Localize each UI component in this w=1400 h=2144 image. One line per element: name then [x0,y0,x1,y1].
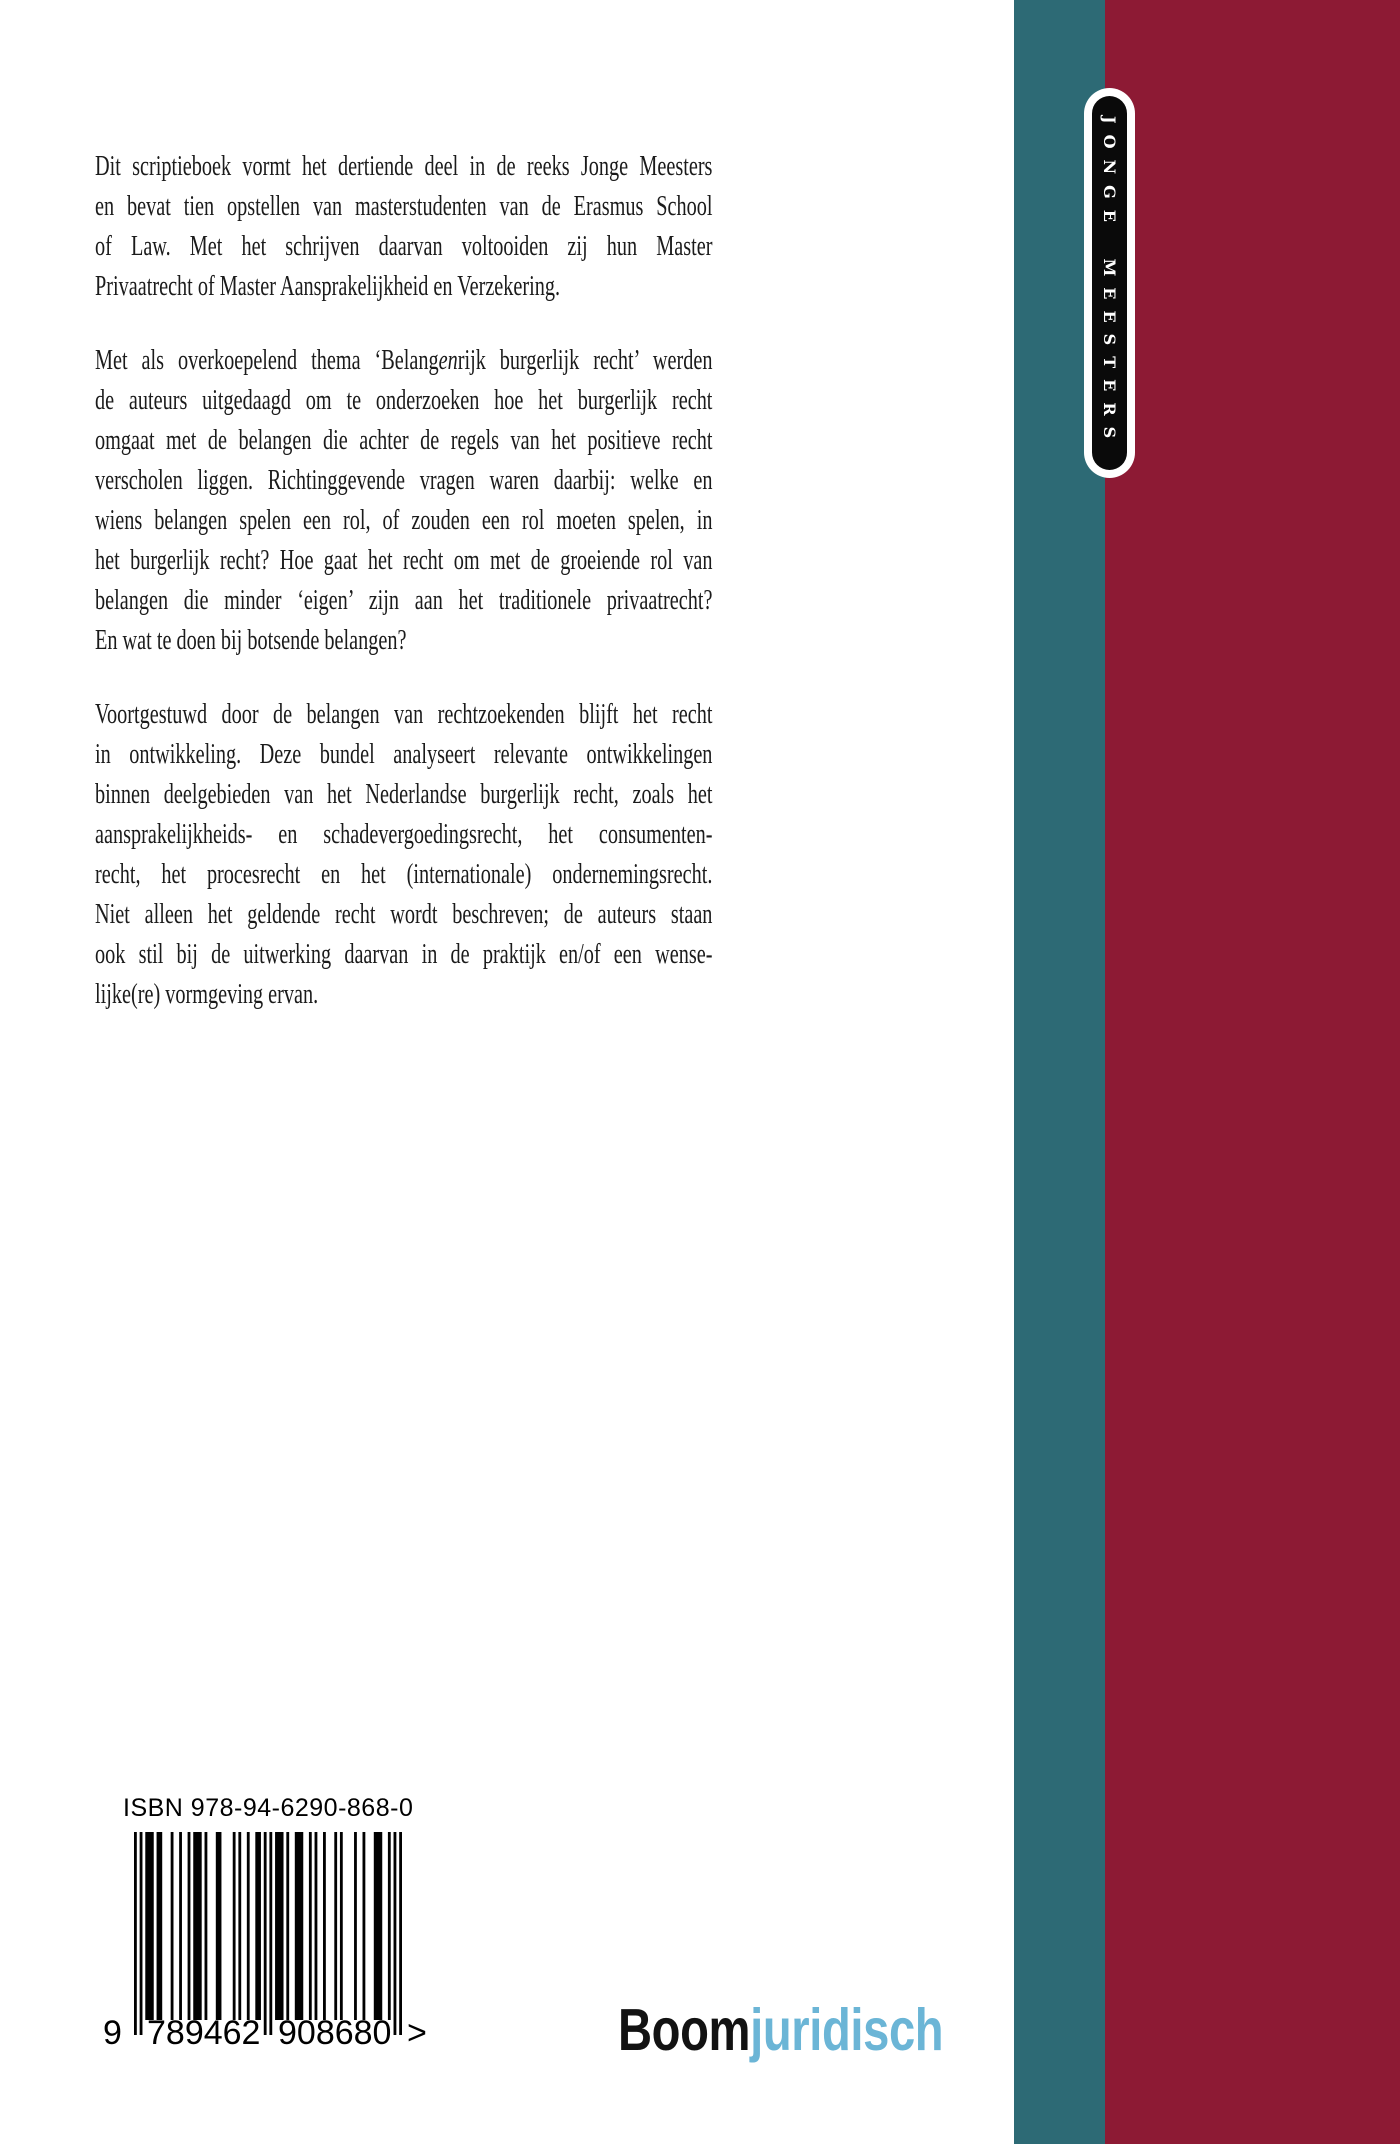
paragraph-theme [95,341,712,661]
barcode-digit-group2: 908680 [278,2014,392,2052]
text-line: En wat te doen bij botsende belangen? [95,625,407,656]
publisher-name-boom: Boom [618,1997,751,2063]
text-line: recht, het procesrecht en het (internationale) ondernemingsrecht. [95,859,713,890]
paragraph-intro [95,147,712,307]
maroon-stripe [1105,0,1400,2144]
barcode-arrow: > [407,2014,427,2052]
text-line: het burgerlijk recht? Hoe gaat het recht om met de groeiende rol van [95,545,713,576]
text-line: verscholen liggen. Richtinggevende vragen waren daarbij: welke en [95,465,713,496]
text-segment: rijk burgerlijk recht’ werden [457,345,713,376]
paragraph-theme-rest [95,381,712,661]
text-line: lijke(re) vormgeving ervan. [95,979,319,1010]
text-line: Privaatrecht of Master Aansprakelijkheid en Verzekering. [95,271,561,302]
text-line: in ontwikkeling. Deze bundel analyseert relevante ontwikkelingen [95,739,713,770]
text-line: belangen die minder ‘eigen’ zijn aan het traditionele privaatrecht? [95,585,713,616]
back-cover-text [95,147,712,1015]
barcode-digit-first: 9 [103,2014,122,2052]
text-line: wiens belangen spelen een rol, of zouden een rol moeten spelen, in [95,505,713,536]
series-badge-pill [1092,96,1127,470]
italic-word: en [438,345,458,376]
publisher-logo [618,1998,943,2063]
text-line: binnen deelgebieden van het Nederlandse burgerlijk recht, zoals het [95,779,713,810]
text-line [95,341,712,381]
text-line: of Law. Met het schrijven daarvan voltooiden zij hun Master [95,231,713,262]
text-line: omgaat met de belangen die achter de regels van het positieve recht [95,425,713,456]
text-line: en bevat tien opstellen van masterstudenten van de Erasmus School [95,191,713,222]
text-line: Niet alleen het geldende recht wordt beschreven; de auteurs staan [95,899,713,930]
text-line: aansprakelijkheids- en schadevergoedingsrecht, het consumenten- [95,819,713,850]
publisher-name-juridisch: juridisch [750,1997,944,2063]
ean13-barcode [134,1832,402,2035]
text-line: Dit scriptieboek vormt het dertiende deel in de reeks Jonge Meesters [95,151,713,182]
barcode-digit-group1: 789462 [147,2014,261,2052]
series-name: JONGE MEESTERS [1100,116,1119,450]
series-badge [1084,88,1135,478]
isbn-label: ISBN 978-94-6290-868-0 [123,1794,414,1822]
text-segment: Met als overkoepelend thema ‘Belang [95,345,439,376]
text-line: de auteurs uitgedaagd om te onderzoeken hoe het burgerlijk recht [95,385,713,416]
paragraph-outlook [95,695,712,1015]
text-line: ook stil bij de uitwerking daarvan in de praktijk en/of een wense- [95,939,713,970]
text-line: Voortgestuwd door de belangen van rechtzoekenden blijft het recht [95,699,713,730]
